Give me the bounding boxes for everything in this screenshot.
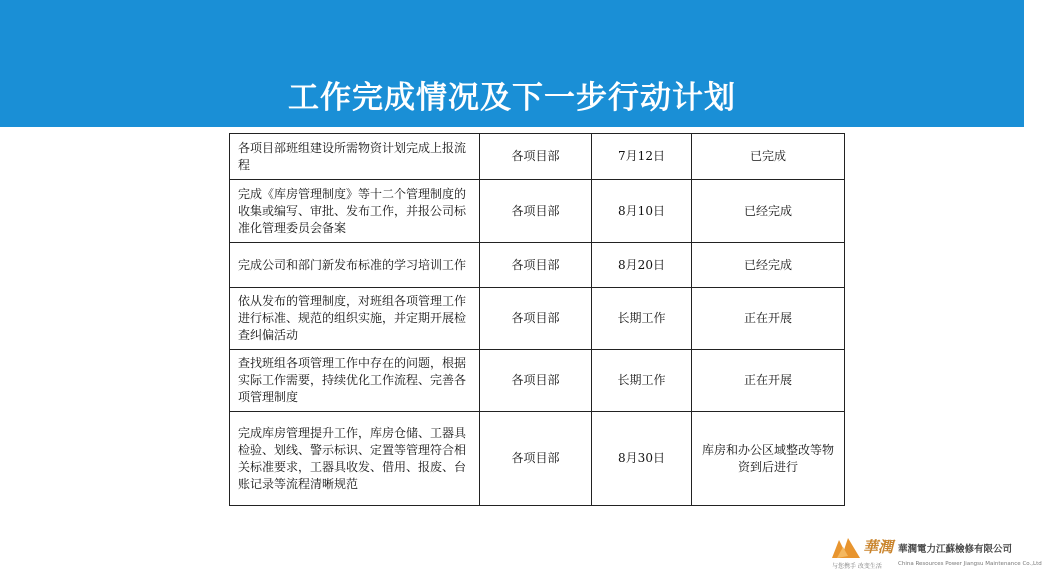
dept-cell: 各项目部 [480, 412, 592, 506]
action-plan-table [229, 133, 845, 506]
dept-cell: 各项目部 [480, 243, 592, 288]
date-cell: 长期工作 [592, 350, 692, 412]
status-cell: 库房和办公区域整改等物资到后进行 [692, 412, 845, 506]
status-cell: 已经完成 [692, 243, 845, 288]
task-cell: 依从发布的管理制度，对班组各项管理工作进行标准、规范的组织实施，并定期开展检查纠偏活动 [230, 288, 480, 350]
date-cell: 8月10日 [592, 180, 692, 243]
date-cell: 8月30日 [592, 412, 692, 506]
page-title: 工作完成情况及下一步行动计划 [288, 80, 736, 116]
dept-cell: 各项目部 [480, 288, 592, 350]
status-cell: 已经完成 [692, 180, 845, 243]
date-cell: 8月20日 [592, 243, 692, 288]
logo-slogan: 与您携手 改变生活 [832, 563, 882, 570]
task-cell: 完成库房管理提升工作，库房仓储、工器具检验、划线、警示标识、定置等管理符合相关标准要求，工器具收发、借用、报废、台账记录等流程清晰规范 [230, 412, 480, 506]
task-cell: 查找班组各项管理工作中存在的问题，根据实际工作需要，持续优化工作流程、完善各项管理制度 [230, 350, 480, 412]
crest-icon [832, 534, 860, 558]
table-row [230, 180, 845, 243]
status-cell: 正在开展 [692, 288, 845, 350]
table-row [230, 412, 845, 506]
status-cell: 正在开展 [692, 350, 845, 412]
table-row [230, 350, 845, 412]
task-cell: 完成公司和部门新发布标准的学习培训工作 [230, 243, 480, 288]
logo-brand-text: 華潤 [863, 538, 894, 556]
company-logo [832, 534, 1042, 574]
table-row [230, 243, 845, 288]
table-row [230, 288, 845, 350]
dept-cell: 各项目部 [480, 350, 592, 412]
date-cell: 长期工作 [592, 288, 692, 350]
dept-cell: 各项目部 [480, 180, 592, 243]
task-cell: 各项目部班组建设所需物资计划完成上报流程 [230, 134, 480, 180]
date-cell: 7月12日 [592, 134, 692, 180]
dept-cell: 各项目部 [480, 134, 592, 180]
company-name-en: China Resources Power Jiangsu Maintenance Co.,Ltd [898, 561, 1042, 567]
table-row [230, 134, 845, 180]
company-name: 華潤電力江蘇檢修有限公司 [898, 544, 1013, 555]
task-cell: 完成《库房管理制度》等十二个管理制度的收集或编写、审批、发布工作，并报公司标准化管理委员会备案 [230, 180, 480, 243]
status-cell: 已完成 [692, 134, 845, 180]
